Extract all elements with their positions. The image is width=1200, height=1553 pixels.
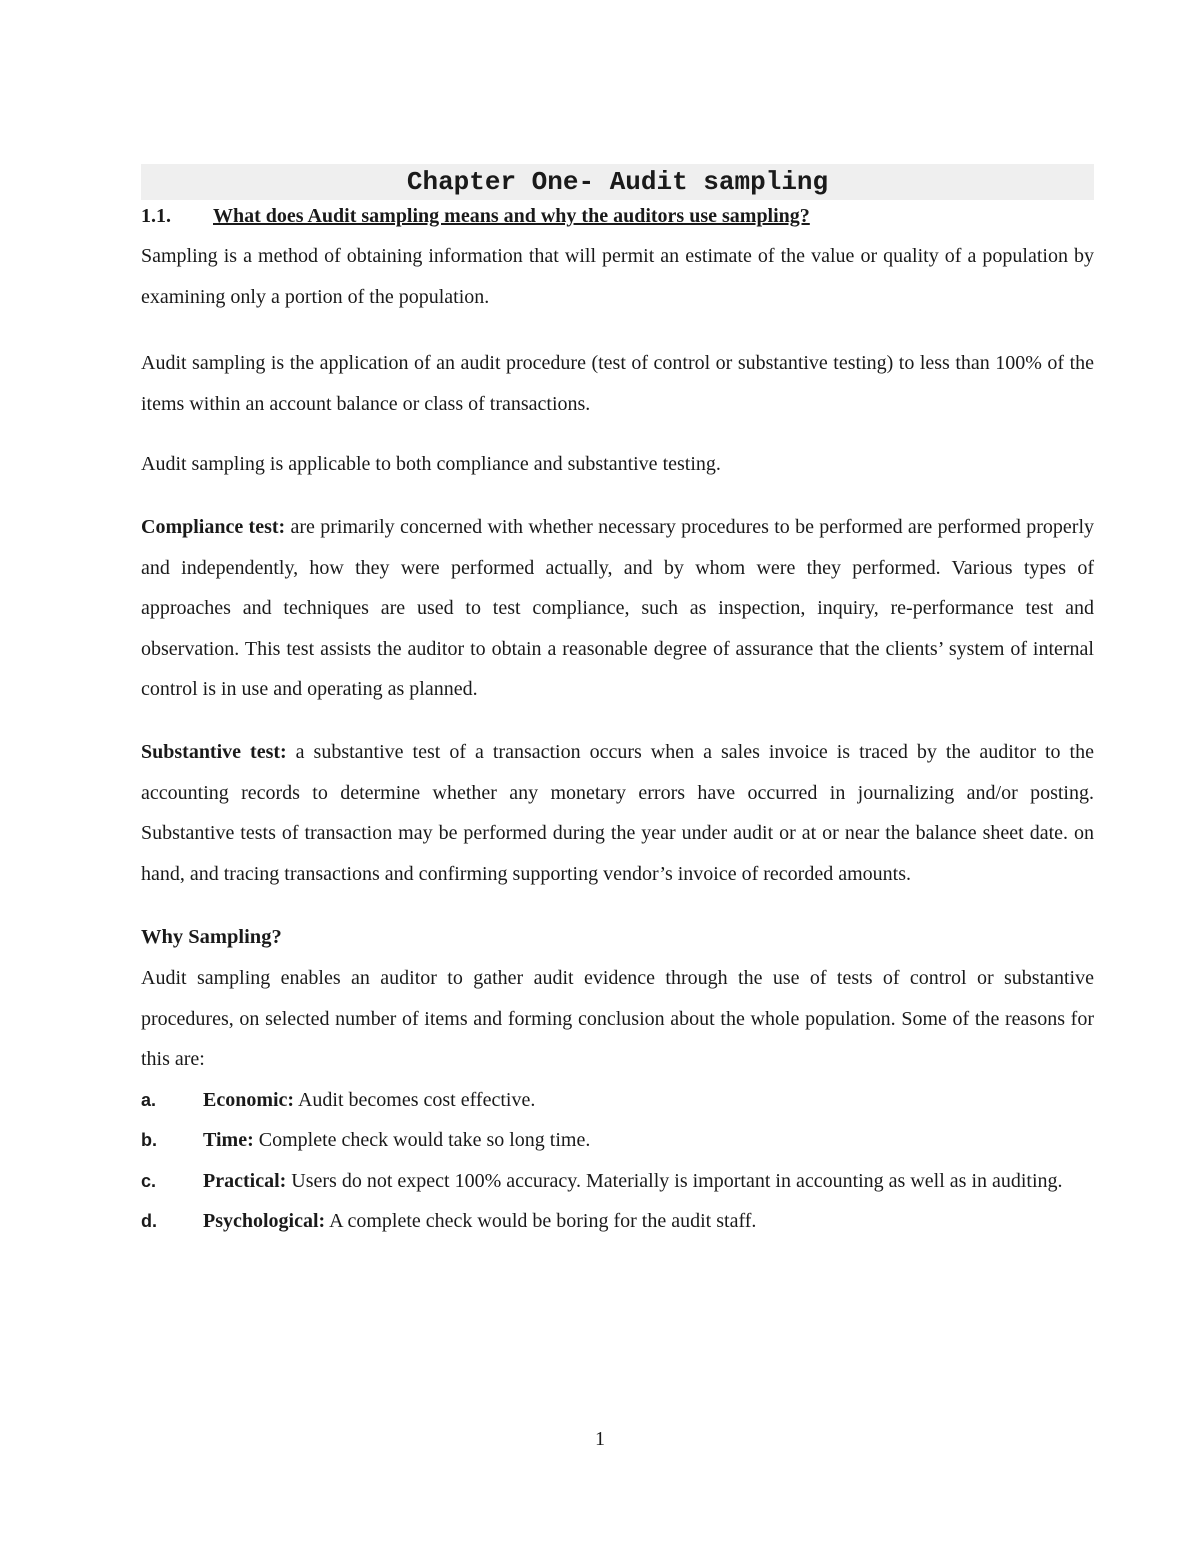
- list-item: [141, 1201, 1094, 1242]
- substantive-test-paragraph: [141, 732, 1094, 894]
- compliance-test-term: Compliance test:: [141, 515, 286, 538]
- reason-text: Users do not expect 100% accuracy. Materially is important in accounting as well as in auditing.: [286, 1169, 1063, 1192]
- page-content: [141, 164, 1094, 1242]
- list-marker: d.: [141, 1211, 157, 1232]
- compliance-test-text: are primarily concerned with whether necessary procedures to be performed are performed properly and independently, how they were performed actually, and by whom were they performed. Various types of approaches and techniques are used to test compliance, such as inspection, inquiry, re-performance test and observation. This test assists the auditor to obtain a reasonable degree of assurance that the clients’ system of internal control is in use and operating as planned.: [141, 515, 1094, 701]
- reason-text: Audit becomes cost effective.: [294, 1088, 536, 1111]
- list-item: [141, 1120, 1094, 1161]
- reason-term: Practical:: [203, 1169, 287, 1192]
- reason-term: Economic:: [203, 1088, 295, 1111]
- reasons-list: [141, 1080, 1094, 1242]
- sampling-definition-paragraph: Sampling is a method of obtaining information that will permit an estimate of the value or quality of a population by examining only a portion of the population.: [141, 245, 1094, 308]
- substantive-test-term: Substantive test:: [141, 740, 287, 763]
- section-number: 1.1.: [141, 205, 171, 227]
- section-title: What does Audit sampling means and why the auditors use sampling?: [213, 205, 810, 227]
- list-marker: b.: [141, 1130, 157, 1151]
- compliance-test-paragraph: [141, 507, 1094, 710]
- audit-sampling-definition-paragraph: Audit sampling is the application of an audit procedure (test of control or substantive testing) to less than 100% of the items within an account balance or class of transactions.: [141, 352, 1094, 415]
- list-marker: a.: [141, 1089, 157, 1110]
- list-item: [141, 1161, 1094, 1202]
- reason-text: A complete check would be boring for the audit staff.: [325, 1210, 757, 1233]
- list-item: [141, 1080, 1094, 1121]
- page-number: 1: [595, 1428, 605, 1450]
- substantive-test-text: a substantive test of a transaction occurs when a sales invoice is traced by the auditor to the accounting records to determine whether any monetary errors have occurred in journalizing and/or posting. Substantive tests of transaction may be performed during the year under audit or at or near the balance sheet date. on hand, and tracing transactions and confirming supporting vendor’s invoice of recorded amounts.: [141, 740, 1094, 885]
- reason-text: Complete check would take so long time.: [253, 1129, 591, 1152]
- reason-term: Psychological:: [203, 1210, 326, 1233]
- list-marker: c.: [141, 1170, 157, 1191]
- applicability-paragraph: Audit sampling is applicable to both compliance and substantive testing.: [141, 453, 721, 476]
- why-sampling-intro: Audit sampling enables an auditor to gather audit evidence through the use of tests of control or substantive procedures, on selected number of items and forming conclusion about the whole population. Some of the reasons for this are:: [141, 966, 1094, 1071]
- why-sampling-heading: Why Sampling?: [141, 926, 282, 949]
- reason-term: Time:: [203, 1129, 254, 1152]
- section-heading: [141, 200, 1094, 236]
- chapter-title: Chapter One- Audit sampling: [141, 164, 1094, 200]
